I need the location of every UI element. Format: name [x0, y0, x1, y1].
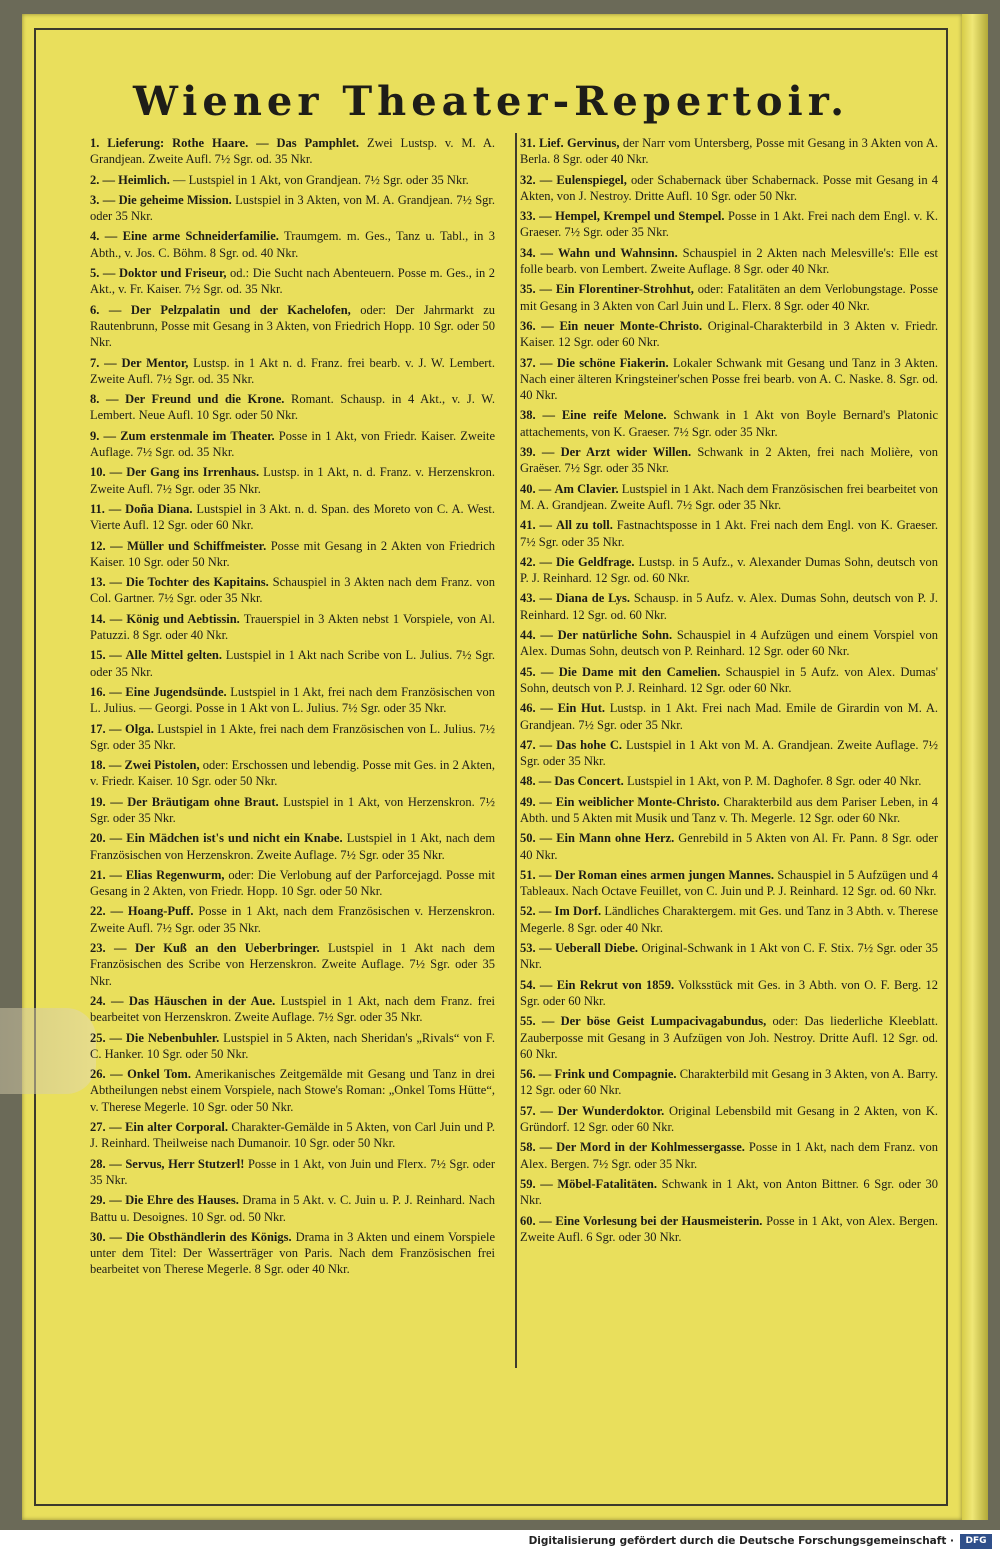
repertoire-entry: [520, 830, 938, 863]
page-title: Wiener Theater-Repertoir.: [132, 78, 850, 125]
entry-title: Das hohe C.: [556, 737, 622, 752]
entry-description: Schwank in 1 Akt, von Anton Bittner. 6 Sgr. oder 30 Nkr.: [520, 1176, 939, 1208]
repertoire-entry: [90, 721, 495, 754]
entry-description: Original-Charakterbild in 3 Akten v. Friedr. Kaiser. 12 Sgr. oder 60 Nkr.: [520, 318, 938, 350]
entry-title: Die geheime Mission.: [118, 192, 232, 207]
entry-number: 33. —: [520, 209, 552, 224]
entry-description: Traumgem. m. Ges., Tanz u. Tabl., in 3 Abth., v. Jos. C. Böhm. 8 Sgr. od. 40 Nkr.: [90, 229, 496, 260]
entry-description: Schwank in 1 Akt von Boyle Bernard's Platonic attachements, von K. Graeser. 7½ Sgr. oder 35 Nkr.: [520, 408, 939, 439]
entry-number: 15. —: [90, 648, 122, 663]
entry-number: 18. —: [90, 758, 122, 773]
repertoire-entry: [520, 794, 938, 827]
entry-description: Posse in 1 Akt, von Friedr. Kaiser. Zweite Auflage. 7½ Sgr. od. 35 Nkr.: [90, 428, 495, 460]
entry-title: König und Aebtissin.: [126, 611, 240, 626]
entry-number: 28. —: [90, 1156, 122, 1171]
entry-description: Charakterbild mit Gesang in 3 Akten, von A. Barry. 12 Sgr. oder 60 Nkr.: [520, 1067, 939, 1098]
entry-description: Drama in 3 Akten und einem Vorspiele unter dem Titel: Der Wasserträger von Paris. Nach dem Französischen frei bearbeitet von Therese Megerle. 8 Sgr. oder 40 Nkr.: [90, 1229, 496, 1277]
entry-title: Ein alter Corporal.: [125, 1120, 228, 1135]
entry-number: 17. —: [90, 721, 122, 736]
repertoire-entry: [90, 1119, 495, 1152]
entry-number: 29. —: [90, 1193, 122, 1208]
footer-bar: [0, 1530, 1000, 1554]
entry-title: Der Wunderdoktor.: [557, 1103, 665, 1118]
repertoire-entry: [90, 464, 495, 497]
entry-title: Müller und Schiffmeister.: [127, 538, 267, 553]
entry-description: Lustsp. in 1 Akt n. d. Franz. frei bearb. v. J. W. Lembert. Zweite Aufl. 7½ Sgr. od. 35 Nkr.: [90, 355, 496, 386]
entry-title: Wahn und Wahnsinn.: [557, 245, 678, 260]
repertoire-entry: [520, 245, 938, 278]
repertoire-entry: [90, 611, 495, 644]
entry-title: Der Freund und die Krone.: [125, 392, 285, 407]
entry-title: Der Mentor,: [121, 355, 189, 370]
entry-number: 51. —: [520, 867, 552, 882]
entry-number: 58. —: [520, 1140, 553, 1155]
entry-number: 45. —: [520, 664, 554, 679]
entry-number: 22. —: [90, 904, 123, 919]
repertoire-entry: [520, 773, 938, 789]
entry-title: All zu toll.: [556, 518, 613, 533]
entry-description: Genrebild in 5 Akten von Al. Fr. Pann. 8 Sgr. oder 40 Nkr.: [520, 831, 939, 862]
entry-description: Lustspiel in 1 Akte, frei nach dem Französischen von L. Julius. 7½ Sgr. oder 35 Nkr.: [90, 721, 495, 752]
repertoire-entry: [520, 517, 938, 550]
entry-description: Original Lebensbild mit Gesang in 2 Akten, von K. Gründorf. 12 Sgr. oder 60 Nkr.: [520, 1103, 939, 1135]
repertoire-entry: [90, 538, 495, 571]
entry-description: Lustspiel in 1 Akt, frei nach dem Französischen von L. Julius. — Georgi. Posse in 1 Akt von L. Julius. 7½ Sgr. oder 35 Nkr.: [90, 684, 496, 716]
entry-number: 23. —: [90, 941, 127, 956]
repertoire-entry: [520, 903, 938, 936]
repertoire-entry: [520, 208, 938, 241]
entry-description: Lokaler Schwank mit Gesang und Tanz in 3 Akten. Nach einer älteren Kringsteiner'schen Posse frei bearb. von A. C. Naske. 8. Sgr. od. 40 Nkr.: [520, 355, 939, 403]
entry-title: Die Dame mit den Camelien.: [558, 664, 721, 679]
entry-title: Die schöne Fiakerin.: [556, 355, 669, 370]
entry-number: 56. —: [520, 1067, 552, 1082]
repertoire-entry: [520, 407, 938, 440]
entry-title: Eulenspiegel,: [556, 172, 627, 187]
entry-number: 27. —: [90, 1120, 122, 1135]
repertoire-entry: [90, 192, 495, 225]
entry-number: 35. —: [520, 282, 552, 297]
entry-description: oder: Der Jahrmarkt zu Rautenbrunn, Posse mit Gesang in 3 Akten, von Friedrich Hopp. 10 Sgr. oder 50 Nkr.: [90, 302, 496, 350]
repertoire-entry: [520, 355, 938, 404]
repertoire-entry: [90, 228, 495, 261]
repertoire-entry: [520, 1103, 938, 1136]
entry-description: Lustspiel in 3 Akt. n. d. Span. des Moreto von C. A. West. Vierte Aufl. 12 Sgr. oder 60 Nkr.: [90, 501, 496, 533]
entry-number: 36. —: [520, 318, 554, 333]
entry-number: 46. —: [520, 701, 553, 716]
dfg-logo: DFG: [960, 1534, 992, 1549]
repertoire-entry: [520, 135, 938, 168]
entry-description: Lustspiel in 1 Akt, nach dem Französischen von Herzenskron. Zweite Auflage. 7½ Sgr. oder 35 Nkr.: [90, 831, 496, 862]
entry-description: Zwei Lustsp. v. M. A. Grandjean. Zweite Aufl. 7½ Sgr. od. 35 Nkr.: [90, 136, 495, 167]
entry-number: 2. —: [90, 172, 115, 187]
entry-title: Der Gang ins Irrenhaus.: [126, 465, 260, 480]
repertoire-entry: [90, 1066, 495, 1115]
repertoire-entry: [90, 830, 495, 863]
entry-number: 16. —: [90, 684, 122, 699]
repertoire-entry: [520, 1176, 938, 1209]
entry-title: Der Kuß an den Ueberbringer.: [134, 941, 320, 956]
entry-description: Schauspiel in 5 Aufzügen und 4 Tableaux. Nach Octave Feuillet, von C. Juin und P. J. Reinhard. 12 Sgr. od. 60 Nkr.: [520, 867, 939, 899]
entry-title: Der böse Geist Lumpacivagabundus,: [560, 1014, 767, 1029]
entry-description: Fastnachtsposse in 1 Akt. Frei nach dem Engl. von K. Graeser. 7½ Sgr. oder 35 Nkr.: [520, 518, 938, 549]
entry-number: 39. —: [520, 445, 555, 460]
entry-description: Schauspiel in 3 Akten nach dem Franz. von Col. Gartner. 7½ Sgr. oder 35 Nkr.: [90, 575, 496, 606]
entry-description: od.: Die Sucht nach Abenteuern. Posse m. Ges., in 2 Akt., v. Fr. Kaiser. 7½ Sgr. od. 35 Nkr.: [90, 266, 496, 297]
entry-number: 52. —: [520, 904, 552, 919]
entry-description: Charakterbild aus dem Pariser Leben, in 4 Abth. und 5 Akten mit Musik und Tanz v. Th. Megerle. 12 Sgr. oder 60 Nkr.: [520, 794, 939, 825]
entry-title: Die Obsthändlerin des Königs.: [126, 1229, 292, 1244]
book-spine: [962, 14, 988, 1520]
repertoire-entry: [90, 172, 495, 188]
entry-title: Im Dorf.: [554, 904, 602, 919]
entry-description: Lustsp. in 1 Akt. Frei nach Mad. Emile de Girardin von M. A. Grandjean. 7½ Sgr. oder 35 Nkr.: [520, 701, 939, 732]
repertoire-entry: [90, 903, 495, 936]
entry-title: Hoang-Puff.: [127, 904, 194, 919]
entry-number: 48. —: [520, 774, 552, 789]
entry-number: 30. —: [90, 1229, 123, 1244]
entry-number: 10. —: [90, 465, 123, 480]
repertoire-entry: [520, 1066, 938, 1099]
repertoire-entry: [520, 1213, 938, 1246]
entry-number: 37. —: [520, 355, 553, 370]
entry-title: Ein Rekrut von 1859.: [556, 977, 675, 992]
entry-number: 6. —: [90, 302, 122, 317]
entry-description: Lustspiel in 1 Akt, nach dem Franz. frei bearbeitet von Herzenskron. Zweite Auflage. 7½ Sgr. oder 35 Nkr.: [90, 993, 496, 1025]
repertoire-entry: [90, 794, 495, 827]
footer-text: Digitalisierung gefördert durch die Deutsche Forschungsgemeinschaft ·: [528, 1535, 954, 1547]
entry-description: Trauerspiel in 3 Akten nebst 1 Vorspiele, von Al. Patuzzi. 8 Sgr. oder 40 Nkr.: [90, 611, 496, 643]
entry-title: Elias Regenwurm,: [125, 867, 225, 882]
entry-title: Zum erstenmale im Theater.: [120, 428, 275, 443]
entry-number: 4. —: [90, 229, 118, 244]
repertoire-entry: [90, 135, 495, 168]
entry-title: Diana de Lys.: [555, 591, 631, 606]
entry-title: Eine Vorlesung bei der Hausmeisterin.: [555, 1213, 763, 1228]
entry-description: oder: Die Verlobung auf der Parforcejagd. Posse mit Gesang in 2 Akten, von Friedr. Hopp. 10 Sgr. oder 50 Nkr.: [90, 867, 495, 899]
entry-description: oder: Das liederliche Kleeblatt. Zauberposse mit Gesang in 3 Aufzügen von Joh. Nestroy. Dritte Aufl. 12 Sgr. od. 60 Nkr.: [520, 1014, 938, 1061]
entry-number: 34. —: [520, 245, 554, 260]
repertoire-entry: [90, 867, 495, 900]
entry-title: Rothe Haare. — Das Pamphlet.: [172, 136, 360, 150]
entry-title: Die Tochter des Kapitains.: [125, 575, 269, 590]
repertoire-entry: [520, 481, 938, 514]
entry-number: 53. —: [520, 941, 552, 956]
entry-number: 43. —: [520, 591, 553, 606]
repertoire-entry: [90, 265, 495, 298]
entry-description: oder: Erschossen und lebendig. Posse mit Ges. in 2 Akten, v. Friedr. Kaiser. 10 Sgr. oder 50 Nkr.: [90, 758, 496, 789]
repertoire-entry: [520, 590, 938, 623]
entry-number: 20. —: [90, 831, 123, 846]
entry-title: Der natürliche Sohn.: [557, 628, 673, 643]
entry-number: 49. —: [520, 794, 552, 809]
repertoire-entry: [90, 574, 495, 607]
repertoire-entry: [90, 501, 495, 534]
entry-number: 7. —: [90, 355, 117, 370]
entry-number: 41. —: [520, 518, 553, 533]
entry-number: 57. —: [520, 1103, 553, 1118]
entry-number: 40. —: [520, 481, 552, 496]
entry-number: 11. —: [90, 501, 122, 516]
entry-description: Lustsp. in 5 Aufz., v. Alexander Dumas Sohn, deutsch von P. J. Reinhard. 12 Sgr. od. 60 Nkr.: [520, 554, 938, 586]
entry-description: Schwank in 2 Akten, frei nach Molière, von Graëser. 7½ Sgr. oder 35 Nkr.: [520, 445, 939, 476]
repertoire-entry: [90, 1156, 495, 1189]
entry-title: Das Concert.: [554, 774, 624, 789]
repertoire-entry: [90, 1030, 495, 1063]
repertoire-entry: [90, 302, 495, 351]
entry-number: 1. Lieferung:: [90, 136, 165, 150]
entry-title: Hempel, Krempel und Stempel.: [555, 209, 725, 224]
entry-number: 5. —: [90, 266, 116, 281]
entry-number: 44. —: [520, 628, 553, 643]
entry-description: — Lustspiel in 1 Akt, von Grandjean. 7½ Sgr. oder 35 Nkr.: [172, 172, 469, 187]
repertoire-entry: [520, 627, 938, 660]
entry-number: 24. —: [90, 993, 124, 1008]
entry-title: Gervinus,: [567, 136, 620, 150]
entry-title: Eine Jugendsünde.: [125, 684, 227, 699]
entry-description: Lustspiel in 1 Akt nach Scribe von L. Julius. 7½ Sgr. oder 35 Nkr.: [90, 648, 496, 679]
repertoire-entry: [520, 664, 938, 697]
repertoire-entry: [90, 355, 495, 388]
entry-description: Lustspiel in 1 Akt nach dem Französischen des Scribe von Herzenskron. Zweite Auflage. 7½ Sgr. oder 35 Nkr.: [90, 941, 496, 988]
entry-number: 9. —: [90, 428, 117, 443]
entry-title: Der Pelzpalatin und der Kachelofen,: [130, 302, 351, 317]
repertoire-entry: [90, 993, 495, 1026]
entry-description: Charakter-Gemälde in 5 Akten, von Carl Juin und P. J. Reinhard. Theilweise nach Dumanoir. 10 Sgr. oder 50 Nkr.: [90, 1120, 495, 1151]
entry-description: Lustspiel in 5 Akten, nach Sheridan's „Rivals“ von F. C. Hanker. 10 Sgr. oder 50 Nkr.: [90, 1030, 496, 1061]
entry-description: Drama in 5 Akt. v. C. Juin u. P. J. Reinhard. Nach Battu u. Desoignes. 10 Sgr. od. 50 Nkr.: [90, 1193, 495, 1224]
repertoire-entry: [520, 977, 938, 1010]
entry-title: Das Häuschen in der Aue.: [128, 993, 276, 1008]
repertoire-entry: [520, 737, 938, 770]
entry-title: Ein Hut.: [557, 701, 605, 716]
entry-title: Ein Mädchen ist's und nicht ein Knabe.: [126, 831, 343, 846]
entry-description: Lustspiel in 1 Akt von M. A. Grandjean. Zweite Auflage. 7½ Sgr. oder 35 Nkr.: [520, 737, 939, 769]
paper-stain: [0, 1008, 96, 1094]
entry-description: Lustspiel in 1 Akt. Nach dem Französischen frei bearbeitet von M. A. Grandjean. Zweite Aufl. 7½ Sgr. oder 35 Nkr.: [520, 481, 939, 512]
entry-description: Original-Schwank in 1 Akt von C. F. Stix. 7½ Sgr. oder 35 Nkr.: [520, 941, 939, 972]
entry-description: Posse in 1 Akt, nach dem Franz. von Alex. Bergen. 7½ Sgr. oder 35 Nkr.: [520, 1140, 938, 1171]
repertoire-entry: [520, 1013, 938, 1062]
entry-title: Ueberall Diebe.: [555, 941, 639, 956]
entry-number: 3. —: [90, 192, 116, 207]
entry-title: Heimlich.: [118, 172, 170, 187]
entry-description: Lustspiel in 3 Akten, von M. A. Grandjean. 7½ Sgr. oder 35 Nkr.: [90, 192, 496, 224]
right-column: [520, 135, 938, 1249]
entry-title: Die Ehre des Hauses.: [125, 1193, 239, 1208]
entry-title: Servus, Herr Stutzerl!: [125, 1156, 245, 1171]
entry-title: Ein Florentiner-Strohhut,: [555, 282, 694, 297]
repertoire-entry: [520, 940, 938, 973]
entry-title: Frink und Compagnie.: [554, 1067, 677, 1082]
entry-description: Schauspiel in 2 Akten nach Melesville's: Elle est folle bearb. von Lembert. Zweite Auflage. 8 Sgr. oder 40 Nkr.: [520, 245, 939, 277]
entry-number: 25. —: [90, 1030, 123, 1045]
entry-title: Alle Mittel gelten.: [125, 648, 223, 663]
entry-number: 54. —: [520, 977, 553, 992]
entry-description: Lustspiel in 1 Akt, von P. M. Daghofer. 8 Sgr. oder 40 Nkr.: [626, 774, 922, 789]
entry-number: 21. —: [90, 867, 122, 882]
entry-number: 19. —: [90, 794, 123, 809]
entry-title: Ein Mann ohne Herz.: [556, 831, 675, 846]
repertoire-entry: [90, 1229, 495, 1278]
entry-description: der Narr vom Untersberg, Posse mit Gesang in 3 Akten von A. Berla. 8 Sgr. oder 40 Nkr.: [520, 136, 939, 167]
repertoire-entry: [520, 444, 938, 477]
repertoire-entry: [520, 867, 938, 900]
repertoire-entry: [520, 281, 938, 314]
entry-title: Der Arzt wider Willen.: [560, 445, 692, 460]
entry-number: 42. —: [520, 554, 553, 569]
repertoire-entry: [90, 940, 495, 989]
entry-description: Romant. Schausp. in 4 Akt., v. J. W. Lembert. Neue Aufl. 10 Sgr. oder 50 Nkr.: [90, 392, 496, 423]
repertoire-entry: [520, 1139, 938, 1172]
entry-number: 50. —: [520, 831, 553, 846]
entry-number: 32. —: [520, 172, 553, 187]
entry-title: Doña Diana.: [125, 501, 193, 516]
entry-title: Die Nebenbuhler.: [125, 1030, 220, 1045]
left-column: [90, 135, 495, 1282]
entry-number: 47. —: [520, 737, 553, 752]
entry-description: Schauspiel in 5 Aufz. von Alex. Dumas' Sohn, deutsch von P. J. Reinhard. 12 Sgr. oder 60 Nkr.: [520, 664, 939, 695]
entry-description: Posse in 1 Akt. Frei nach dem Engl. v. K. Graeser. 7½ Sgr. oder 35 Nkr.: [520, 209, 938, 240]
entry-title: Der Bräutigam ohne Braut.: [127, 794, 279, 809]
repertoire-entry: [520, 554, 938, 587]
entry-description: Ländliches Charaktergem. mit Ges. und Tanz in 3 Abth. v. Therese Megerle. 8 Sgr. oder 40 Nkr.: [520, 904, 939, 935]
entry-number: 26. —: [90, 1067, 123, 1082]
entry-number: 55. —: [520, 1014, 555, 1029]
entry-title: Onkel Tom.: [127, 1067, 191, 1082]
entry-title: Ein neuer Monte-Christo.: [559, 318, 703, 333]
entry-description: Posse mit Gesang in 2 Akten von Friedrich Kaiser. 10 Sgr. oder 50 Nkr.: [90, 538, 495, 569]
entry-number: 38. —: [520, 408, 555, 423]
entry-number: 60. —: [520, 1213, 552, 1228]
entry-title: Am Clavier.: [554, 481, 619, 496]
entry-title: Der Mord in der Kohlmessergasse.: [556, 1140, 745, 1155]
entry-description: Lustspiel in 1 Akt, von Herzenskron. 7½ Sgr. oder 35 Nkr.: [90, 794, 495, 825]
entry-description: Schausp. in 5 Aufz. v. Alex. Dumas Sohn, deutsch von P. J. Reinhard. 12 Sgr. od. 60 Nkr.: [520, 591, 939, 622]
entry-description: Lustsp. in 1 Akt, n. d. Franz. v. Herzenskron. Zweite Aufl. 7½ Sgr. oder 35 Nkr.: [90, 465, 495, 496]
repertoire-entry: [520, 700, 938, 733]
entry-title: Eine arme Schneiderfamilie.: [122, 229, 279, 244]
repertoire-entry: [520, 172, 938, 205]
entry-number: 14. —: [90, 611, 123, 626]
entry-number: 12. —: [90, 538, 123, 553]
repertoire-entry: [90, 647, 495, 680]
repertoire-entry: [90, 757, 495, 790]
entry-title: Ein weiblicher Monte-Christo.: [555, 794, 720, 809]
entry-description: Schauspiel in 4 Aufzügen und einem Vorspiel von Alex. Dumas Sohn, deutsch von P. Reinhard. 12 Sgr. oder 60 Nkr.: [520, 628, 939, 659]
entry-description: Posse in 1 Akt, nach dem Französischen v. Herzenskron. Zweite Aufl. 7½ Sgr. oder 35 Nkr.: [90, 904, 496, 935]
entry-number: 59. —: [520, 1176, 553, 1191]
entry-title: Zwei Pistolen,: [124, 758, 200, 773]
entry-description: Posse in 1 Akt, von Juin und Flerx. 7½ Sgr. oder 35 Nkr.: [90, 1156, 496, 1187]
entry-description: oder: Fatalitäten an dem Verlobungstage. Posse mit Gesang in 3 Akten von Carl Juin und L. Flerx. 8 Sgr. oder 40 Nkr.: [520, 282, 939, 313]
column-divider: [515, 133, 517, 1368]
entry-description: Volksstück mit Ges. in 3 Abth. von O. F. Berg. 12 Sgr. oder 60 Nkr.: [520, 977, 938, 1008]
entry-title: Eine reife Melone.: [561, 408, 667, 423]
entry-description: Posse in 1 Akt, von Alex. Bergen. Zweite Aufl. 6 Sgr. oder 30 Nkr.: [520, 1213, 939, 1244]
entry-title: Die Geldfrage.: [556, 554, 635, 569]
entry-title: Der Roman eines armen jungen Mannes.: [554, 867, 774, 882]
entry-number: 31. Lief.: [520, 136, 564, 150]
repertoire-entry: [90, 684, 495, 717]
entry-number: 8. —: [90, 392, 119, 407]
repertoire-entry: [90, 1192, 495, 1225]
entry-description: oder Schabernack über Schabernack. Posse mit Gesang in 4 Akten, von J. Nestroy. Dritte Aufl. 10 Sgr. oder 50 Nkr.: [520, 172, 939, 203]
entry-number: 13. —: [90, 575, 122, 590]
entry-description: Amerikanisches Zeitgemälde mit Gesang und Tanz in drei Abtheilungen nebst einem Vorspiele, nach Stowe's Roman: „Onkel Toms Hütte“, v. Therese Megerle. 10 Sgr. oder 50 Nkr.: [90, 1067, 496, 1114]
repertoire-entry: [520, 318, 938, 351]
repertoire-entry: [90, 391, 495, 424]
entry-title: Doktor und Friseur,: [119, 266, 227, 281]
entry-title: Möbel-Fatalitäten.: [557, 1176, 658, 1191]
entry-title: Olga.: [125, 721, 154, 736]
repertoire-entry: [90, 428, 495, 461]
